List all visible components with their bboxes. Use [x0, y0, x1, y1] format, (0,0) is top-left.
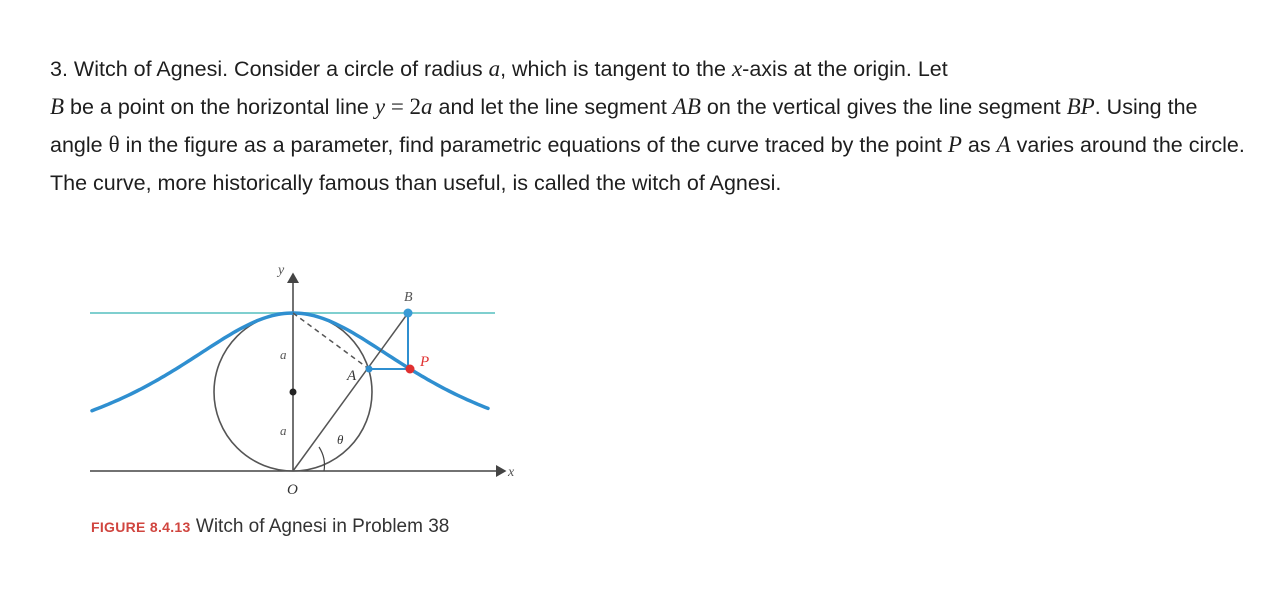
- label-y: y: [278, 263, 285, 278]
- label-x: x: [508, 465, 515, 480]
- math-var: y: [374, 94, 386, 119]
- point-p: [406, 365, 415, 374]
- problem-title: Witch of Agnesi.: [73, 57, 229, 81]
- label-theta: θ: [337, 432, 344, 447]
- caption-label: FIGURE 8.4.13: [91, 519, 191, 535]
- math-var: P: [947, 132, 962, 157]
- problem-text: , which is tangent to the: [500, 57, 732, 81]
- angle-arc: [319, 447, 324, 471]
- problem-text: be a point on the horizontal line: [64, 95, 375, 119]
- problem-text: varies around the circle. The curve, more historically famous than useful, is called the witch of Agnesi.: [50, 133, 1245, 195]
- math-var: B: [50, 94, 65, 119]
- point-a: [366, 366, 373, 373]
- problem-text: . Using the angle: [50, 95, 1198, 157]
- problem-text: and let the line segment: [432, 95, 673, 119]
- math-var: a: [488, 56, 501, 81]
- circle-center: [290, 389, 297, 396]
- label-radius-lower: a: [280, 423, 287, 438]
- label-o: O: [287, 482, 298, 498]
- label-radius-upper: a: [280, 347, 287, 362]
- math-var: A: [996, 132, 1011, 157]
- problem-text: in the figure as a parameter, find parametric equations of the curve traced by the point: [119, 133, 948, 157]
- math-var: x: [731, 56, 743, 81]
- math-var: AB: [672, 94, 701, 119]
- math-var: BP: [1066, 94, 1095, 119]
- witch-of-agnesi-figure: [80, 258, 520, 503]
- problem-text: -axis at the origin. Let: [742, 57, 948, 81]
- label-a: A: [347, 368, 357, 384]
- math-number: 2: [409, 94, 422, 119]
- problem-number: 3.: [50, 57, 68, 81]
- problem-text: as: [961, 133, 997, 157]
- label-b: B: [404, 290, 413, 305]
- point-b: [404, 309, 413, 318]
- problem-statement: [50, 50, 1250, 202]
- math-symbol: θ: [108, 132, 120, 157]
- problem-text: Consider a circle of radius: [228, 57, 489, 81]
- math-var: a: [421, 94, 433, 119]
- figure-svg: [80, 258, 520, 503]
- label-p: P: [420, 354, 430, 370]
- caption-text: Witch of Agnesi in Problem 38: [190, 516, 450, 537]
- figure-caption: [91, 512, 511, 542]
- problem-text: on the vertical gives the line segment: [700, 95, 1067, 119]
- math-symbol: =: [385, 94, 410, 119]
